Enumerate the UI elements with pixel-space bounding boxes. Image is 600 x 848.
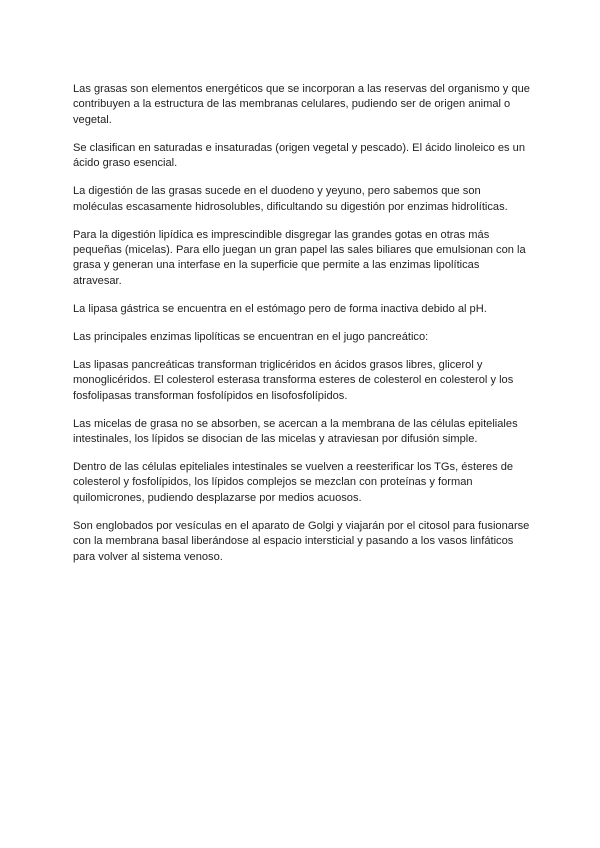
paragraph: Para la digestión lipídica es imprescindible disgregar las grandes gotas en otras más pequeñas (micelas). Para ello juegan un gran papel las sales biliares que emulsionan con la grasa y generan una interfase en la superficie que permite a las enzimas lipolíticas atravesar.	[73, 228, 526, 287]
paragraph: La lipasa gástrica se encuentra en el estómago pero de forma inactiva debido al pH.	[73, 302, 487, 315]
paragraph: Son englobados por vesículas en el aparato de Golgi y viajarán por el citosol para fusionarse con la membrana basal liberándose al espacio intersticial y pasando a los vasos linfáticos para volver al sistema venoso.	[73, 519, 530, 563]
paragraph: Se clasifican en saturadas e insaturadas (origen vegetal y pescado). El ácido linoleico es un ácido graso esencial.	[73, 141, 526, 170]
paragraph: Dentro de las células epiteliales intestinales se vuelven a reesterificar los TGs, ésteres de colesterol y fosfolípidos, los lípidos complejos se mezclan con proteínas y forman quilomicrones, pudiendo desplazarse por medios acuosos.	[73, 461, 514, 504]
paragraph: Las grasas son elementos energéticos que se incorporan a las reservas del organismo y que contribuyen a la estructura de las membranas celulares, pudiendo ser de origen animal o vegetal.	[73, 83, 530, 126]
document-body	[73, 82, 531, 578]
paragraph: La digestión de las grasas sucede en el duodeno y yeyuno, pero sabemos que son moléculas escasamente hidrosolubles, dificultando su digestión por enzimas hidrolíticas.	[73, 185, 508, 213]
paragraph: Las principales enzimas lipolíticas se encuentran en el jugo pancreático:	[73, 330, 429, 343]
paragraph: Las lipasas pancreáticas transforman triglicéridos en ácidos grasos libres, glicerol y monoglicéridos. El colesterol esterasa transforma esteres de colesterol en colesterol y los fosfolipasas transforman fosfolípidos en lisofosfolípidos.	[73, 358, 514, 402]
paragraph: Las micelas de grasa no se absorben, se acercan a la membrana de las células epiteliales intestinales, los lípidos se disocian de las micelas y atraviesan por difusión simple.	[73, 417, 518, 446]
